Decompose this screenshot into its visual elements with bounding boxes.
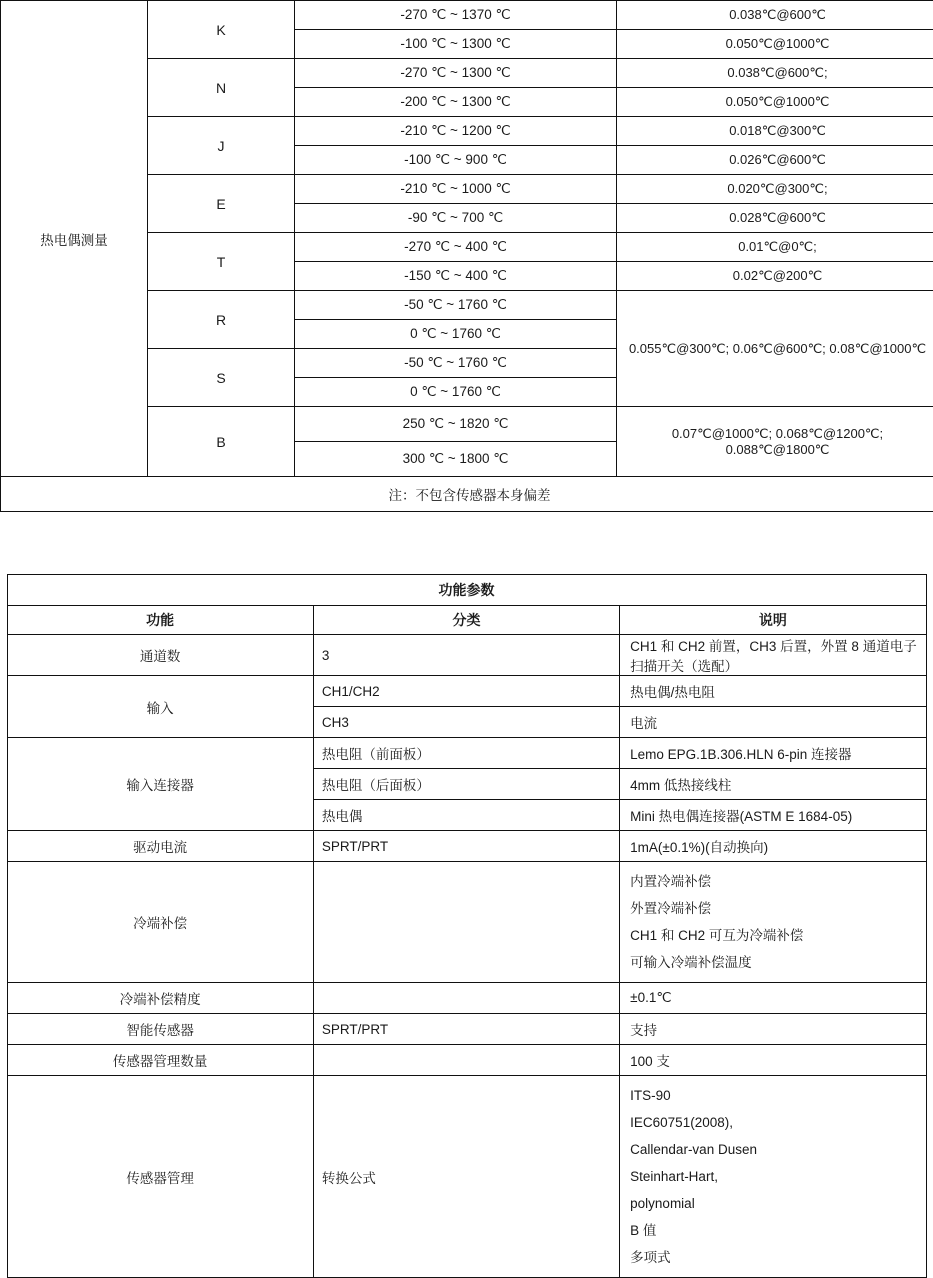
- table-row-header: [7, 606, 926, 635]
- tc-range-r-2: 0 ℃ ~ 1760 ℃: [295, 320, 617, 349]
- fn-sensor-mgmt-desc-7: 多项式: [630, 1244, 925, 1271]
- table-row: [7, 635, 926, 676]
- fn-drive-current-label: 驱动电流: [7, 831, 313, 862]
- fn-channels-category: 3: [313, 635, 619, 676]
- fn-smart-sensor-label: 智能传感器: [7, 1014, 313, 1045]
- table-row: [1, 1, 933, 30]
- tc-range-s-2: 0 ℃ ~ 1760 ℃: [295, 378, 617, 407]
- tc-acc-b-1: 0.07℃@1000℃;: [672, 426, 772, 441]
- fn-cjc-desc-4: 可输入冷端补偿温度: [630, 949, 925, 976]
- fn-sensor-mgmt-desc-4: Steinhart-Hart,: [630, 1163, 925, 1190]
- tc-type-e: E: [148, 175, 295, 233]
- function-parameters-table: [7, 574, 927, 1278]
- tc-acc-j-2: 0.026℃@600℃: [617, 146, 933, 175]
- tc-range-n-2: -200 ℃ ~ 1300 ℃: [295, 88, 617, 117]
- fn-sensor-mgmt-desc: [620, 1076, 926, 1278]
- tc-type-t: T: [148, 233, 295, 291]
- fn-input-desc-2: 电流: [620, 707, 926, 738]
- fn-cjc-accuracy-label: 冷端补偿精度: [7, 983, 313, 1014]
- fn-sensor-mgmt-desc-6: B 值: [630, 1217, 925, 1244]
- tc-range-b-1: 250 ℃ ~ 1820 ℃: [295, 407, 617, 442]
- fn-channels-label: 通道数: [7, 635, 313, 676]
- thermocouple-measurement-table: [0, 0, 933, 512]
- table-row: [7, 738, 926, 769]
- fn-smart-sensor-desc: 支持: [620, 1014, 926, 1045]
- fn-channels-desc: CH1 和 CH2 前置，CH3 后置，外置 8 通道电子扫描开关（选配）: [620, 635, 926, 676]
- tc-range-b-2: 300 ℃ ~ 1800 ℃: [295, 442, 617, 477]
- table-row: [7, 1076, 926, 1278]
- fn-connector-cat-3: 热电偶: [313, 800, 619, 831]
- tc-range-j-2: -100 ℃ ~ 900 ℃: [295, 146, 617, 175]
- fn-connector-cat-2: 热电阻（后面板）: [313, 769, 619, 800]
- header-description: 说明: [620, 606, 926, 635]
- fn-sensor-count-desc: 100 支: [620, 1045, 926, 1076]
- tc-range-t-1: -270 ℃ ~ 400 ℃: [295, 233, 617, 262]
- fn-cjc-desc-2: 外置冷端补偿: [630, 895, 925, 922]
- tc-acc-rs-3: 0.08℃@1000℃: [829, 341, 926, 356]
- table-row: [7, 983, 926, 1014]
- tc-acc-rs-2: 0.06℃@600℃;: [733, 341, 826, 356]
- tc-acc-e-1: 0.020℃@300℃;: [617, 175, 933, 204]
- fn-cjc-accuracy-desc: ±0.1℃: [620, 983, 926, 1014]
- tc-type-n: N: [148, 59, 295, 117]
- fn-sensor-mgmt-label: 传感器管理: [7, 1076, 313, 1278]
- fn-sensor-mgmt-desc-5: polynomial: [630, 1190, 925, 1217]
- fn-smart-sensor-category: SPRT/PRT: [313, 1014, 619, 1045]
- fn-cjc-desc-1: 内置冷端补偿: [630, 868, 925, 895]
- tc-range-r-1: -50 ℃ ~ 1760 ℃: [295, 291, 617, 320]
- fn-connector-desc-2: 4mm 低热接线柱: [620, 769, 926, 800]
- fn-sensor-count-label: 传感器管理数量: [7, 1045, 313, 1076]
- fn-cjc-category: [313, 862, 619, 983]
- tc-acc-j-1: 0.018℃@300℃: [617, 117, 933, 146]
- fn-connector-desc-1: Lemo EPG.1B.306.HLN 6-pin 连接器: [620, 738, 926, 769]
- table-row: [7, 1014, 926, 1045]
- tc-acc-k-1: 0.038℃@600℃: [617, 1, 933, 30]
- tc-acc-t-1: 0.01℃@0℃;: [617, 233, 933, 262]
- fn-input-desc-1: 热电偶/热电阻: [620, 676, 926, 707]
- fn-connector-cat-1: 热电阻（前面板）: [313, 738, 619, 769]
- tc-range-t-2: -150 ℃ ~ 400 ℃: [295, 262, 617, 291]
- tc-acc-rs-1: 0.055℃@300℃;: [629, 341, 729, 356]
- tc-type-r: R: [148, 291, 295, 349]
- thermocouple-note: 注：不包含传感器本身偏差: [1, 477, 933, 512]
- fn-sensor-mgmt-desc-1: ITS-90: [630, 1082, 925, 1109]
- fn-connector-label: 输入连接器: [7, 738, 313, 831]
- tc-range-k-2: -100 ℃ ~ 1300 ℃: [295, 30, 617, 59]
- table-row-note: [1, 477, 933, 512]
- tc-range-k-1: -270 ℃ ~ 1370 ℃: [295, 1, 617, 30]
- fn-drive-current-desc: 1mA(±0.1%)(自动换向): [620, 831, 926, 862]
- tc-range-j-1: -210 ℃ ~ 1200 ℃: [295, 117, 617, 146]
- table-row-title: [7, 575, 926, 606]
- function-table-title: 功能参数: [7, 575, 926, 606]
- fn-sensor-mgmt-desc-2: IEC60751(2008),: [630, 1109, 925, 1136]
- tc-acc-n-1: 0.038℃@600℃;: [617, 59, 933, 88]
- fn-cjc-accuracy-category: [313, 983, 619, 1014]
- tc-acc-t-2: 0.02℃@200℃: [617, 262, 933, 291]
- tc-range-e-2: -90 ℃ ~ 700 ℃: [295, 204, 617, 233]
- fn-cjc-label: 冷端补偿: [7, 862, 313, 983]
- fn-input-cat-1: CH1/CH2: [313, 676, 619, 707]
- header-function: 功能: [7, 606, 313, 635]
- fn-connector-desc-3: Mini 热电偶连接器(ASTM E 1684-05): [620, 800, 926, 831]
- tc-acc-b-3: 0.088℃@1800℃: [726, 442, 830, 457]
- tc-type-s: S: [148, 349, 295, 407]
- table-row: [7, 831, 926, 862]
- fn-drive-current-category: SPRT/PRT: [313, 831, 619, 862]
- table-row: [7, 862, 926, 983]
- fn-cjc-desc: [620, 862, 926, 983]
- tc-acc-b-2: 0.068℃@1200℃;: [776, 426, 883, 441]
- tc-acc-n-2: 0.050℃@1000℃: [617, 88, 933, 117]
- tc-acc-e-2: 0.028℃@600℃: [617, 204, 933, 233]
- fn-input-label: 输入: [7, 676, 313, 738]
- fn-cjc-desc-3: CH1 和 CH2 可互为冷端补偿: [630, 922, 925, 949]
- fn-sensor-mgmt-desc-3: Callendar-van Dusen: [630, 1136, 925, 1163]
- tc-range-e-1: -210 ℃ ~ 1000 ℃: [295, 175, 617, 204]
- tc-type-j: J: [148, 117, 295, 175]
- tc-acc-b: [617, 407, 933, 477]
- tc-type-k: K: [148, 1, 295, 59]
- fn-sensor-count-category: [313, 1045, 619, 1076]
- tc-type-b: B: [148, 407, 295, 477]
- tc-acc-k-2: 0.050℃@1000℃: [617, 30, 933, 59]
- header-category: 分类: [313, 606, 619, 635]
- thermocouple-row-label: 热电偶测量: [1, 1, 148, 477]
- fn-input-cat-2: CH3: [313, 707, 619, 738]
- tc-range-s-1: -50 ℃ ~ 1760 ℃: [295, 349, 617, 378]
- table-row: [7, 676, 926, 707]
- table-spacer: [0, 512, 933, 574]
- table-row: [7, 1045, 926, 1076]
- tc-range-n-1: -270 ℃ ~ 1300 ℃: [295, 59, 617, 88]
- tc-acc-rs: [617, 291, 933, 407]
- fn-sensor-mgmt-category: 转换公式: [313, 1076, 619, 1278]
